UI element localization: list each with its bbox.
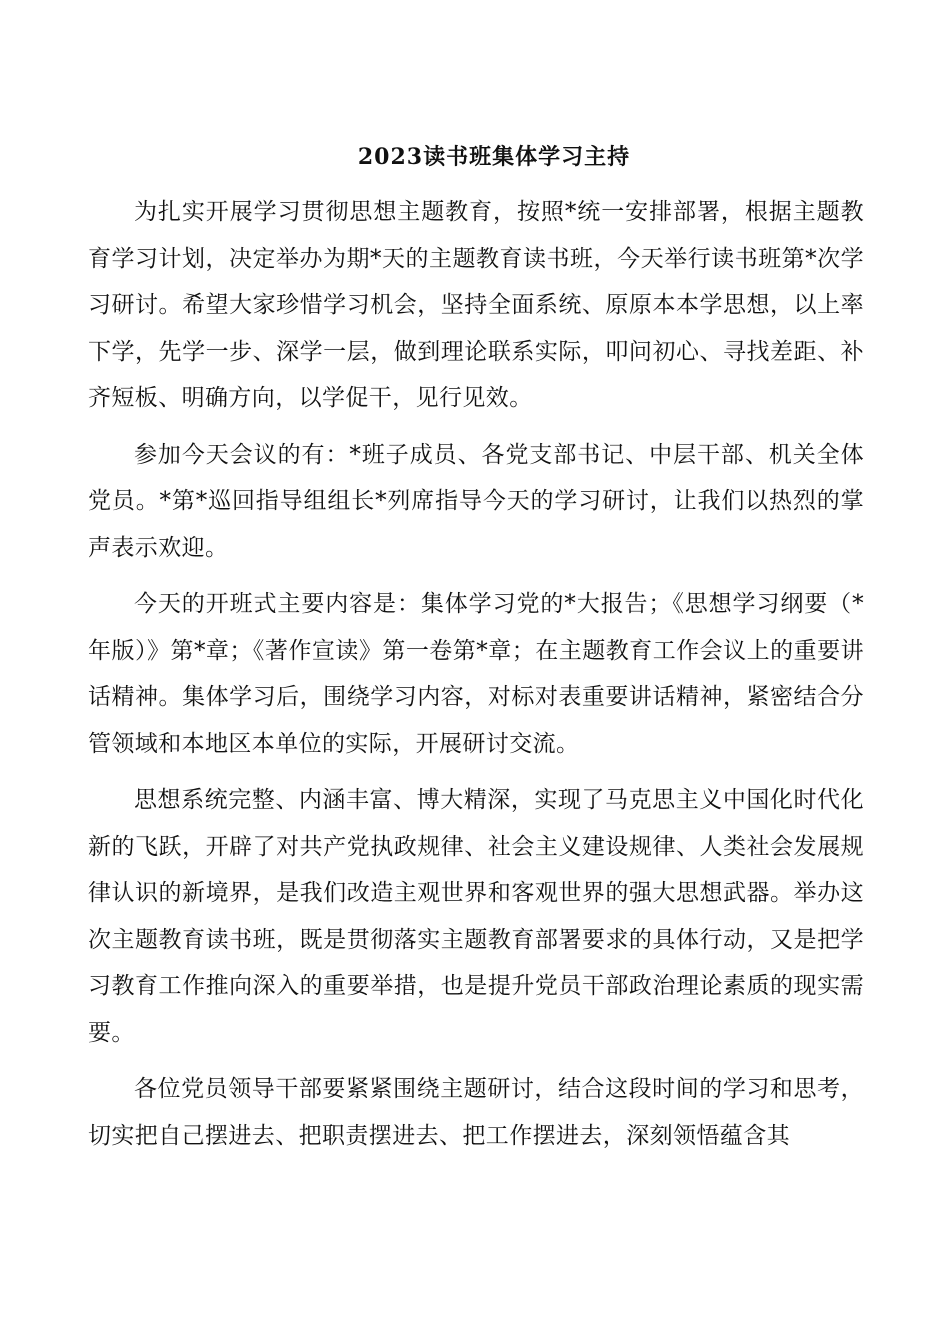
paragraph-agenda: 今天的开班式主要内容是：集体学习党的*大报告；《思想学习纲要（*年版）》第*章；《著作宣读》第一卷第*章；在主题教育工作会议上的重要讲话精神。集体学习后，围绕学习内容，对标对表重要讲话精神，紧密结合分管领域和本地区本单位的实际，开展研讨交流。 xyxy=(88,591,864,757)
paragraph-intro: 为扎实开展学习贯彻思想主题教育，按照*统一安排部署，根据主题教育学习计划，决定举办为期*天的主题教育读书班，今天举行读书班第*次学习研讨。希望大家珍惜学习机会，坚持全面系统、原原本本学思想，以上率下学，先学一步、深学一层，做到理论联系实际，叩问初心、寻找差距、补齐短板、明确方向，以学促干，见行见效。 xyxy=(88,199,864,411)
paragraph-significance: 思想系统完整、内涵丰富、博大精深，实现了马克思主义中国化时代化新的飞跃，开辟了对共产党执政规律、社会主义建设规律、人类社会发展规律认识的新境界，是我们改造主观世界和客观世界的强大思想武器。举办这次主题教育读书班，既是贯彻落实主题教育部署要求的具体行动，又是把学习教育工作推向深入的重要举措，也是提升党员干部政治理论素质的现实需要。 xyxy=(88,787,864,1046)
paragraph-requirements: 各位党员领导干部要紧紧围绕主题研讨，结合这段时间的学习和思考，切实把自己摆进去、把职责摆进去、把工作摆进去，深刻领悟蕴含其 xyxy=(88,1076,864,1149)
document-body xyxy=(88,189,864,1169)
document-title: 2023读书班集体学习主持 xyxy=(357,144,631,170)
paragraph-attendees: 参加今天会议的有：*班子成员、各党支部书记、中层干部、机关全体党员。*第*巡回指导组组长*列席指导今天的学习研讨，让我们以热烈的掌声表示欢迎。 xyxy=(88,441,864,561)
